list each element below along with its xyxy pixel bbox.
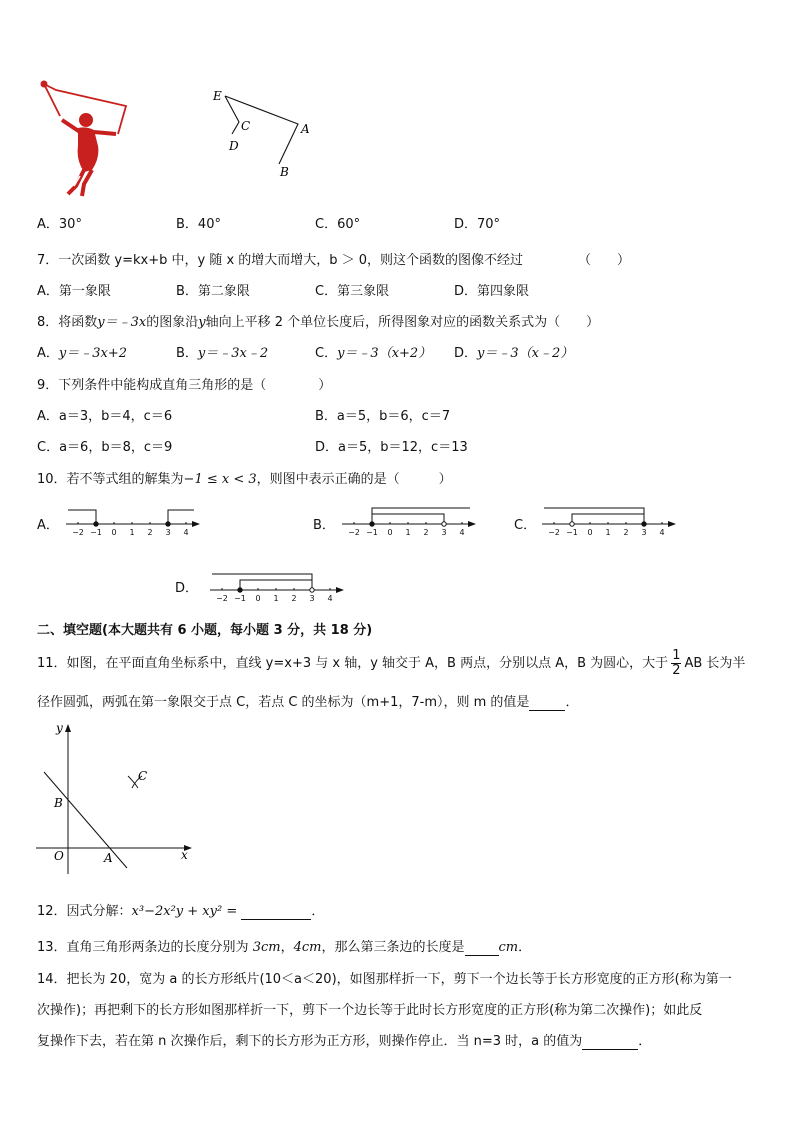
fraction-half: $\frac{1}{2}$ [672, 648, 681, 678]
label-D: D [229, 139, 239, 153]
label-B: B [280, 165, 289, 179]
axis-arrow [468, 521, 476, 527]
q7-option-b[interactable]: B．第二象限 [176, 284, 250, 299]
q9-stem: 9．下列条件中能构成直角三角形的是（ ） [37, 378, 332, 393]
tick-label: −1 [234, 594, 246, 603]
q13-stem: 13．直角三角形两条边的长度分别为 3cm，4cm，那么第三条边的长度是 cm． [37, 940, 532, 955]
q7-option-c[interactable]: C．第三象限 [315, 284, 390, 299]
q10-option-b-numberline[interactable] [340, 500, 480, 542]
point-c-label: C [138, 769, 148, 783]
tick-label: 0 [587, 528, 593, 537]
closed-dot [94, 522, 98, 526]
tick-label: 1 [405, 528, 411, 537]
axis-arrow [336, 587, 344, 593]
q10-option-d-numberline[interactable] [208, 566, 348, 608]
q8-option-a[interactable]: A．y＝﹣3x+2 [37, 346, 128, 361]
ray-left [212, 574, 312, 590]
tick-label: 2 [623, 528, 629, 537]
tick-label: 0 [111, 528, 117, 537]
q11-line2: 径作圆弧，两弧在第一象限交于点 C，若点 C 的坐标为（m+1，7-m），则 m 的值是 ． [37, 695, 579, 710]
tick-label: 2 [147, 528, 153, 537]
x-axis-label: x [181, 848, 188, 862]
q11-coordinate-figure [32, 718, 202, 876]
q13-answer-blank[interactable] [465, 940, 499, 956]
q11-line1: 11．如图，在平面直角坐标系中，直线 y=x+3 与 x 轴，y 轴交于 A，B 两点，分别以点 A，B 为圆心，大于 $\frac{1}{2}$ AB 长为半 [37, 648, 746, 678]
q6-option-d[interactable]: D．70° [454, 217, 501, 232]
q6-option-a[interactable]: A．30° [37, 217, 82, 232]
tick-label: 1 [605, 528, 611, 537]
y-axis-label: y [56, 721, 63, 735]
label-E: E [213, 89, 222, 103]
q14-line1: 14．把长为 20，宽为 a 的长方形纸片(10＜a＜20)，如图那样折一下，剪下一个边长等于长方形宽度的正方形(称为第一 [37, 972, 732, 987]
tick-label: −2 [72, 528, 84, 537]
tick-label: 0 [255, 594, 261, 603]
axis-arrow [668, 521, 676, 527]
point-a-label: A [104, 851, 113, 865]
open-dot [570, 522, 574, 526]
tick-label: −1 [366, 528, 378, 537]
axis-arrow [192, 521, 200, 527]
label-C: C [241, 119, 251, 133]
q10-option-c-label[interactable]: C． [514, 518, 537, 533]
q9-option-d[interactable]: D．a＝5，b＝12，c＝13 [315, 440, 468, 455]
q10-option-a-numberline[interactable] [64, 500, 204, 542]
q7-stem: 7．一次函数 y=kx+b 中，y 随 x 的增大而增大，b ＞ 0，则这个函数的图像不经过 [37, 253, 524, 268]
tick-label: 3 [441, 528, 447, 537]
q7-answer-paren: （ ） [578, 253, 631, 268]
q9-option-b[interactable]: B．a＝5，b＝6，c＝7 [315, 409, 451, 424]
q9-option-c[interactable]: C．a＝6，b＝8，c＝9 [37, 440, 173, 455]
q10-stem: 10．若不等式组的解集为−1 ≤ x < 3，则图中表示正确的是（ ） [37, 472, 452, 487]
q10-option-b-label[interactable]: B． [313, 518, 335, 533]
q6-option-c[interactable]: C．60° [315, 217, 361, 232]
ray-left [68, 510, 96, 524]
tick-label: −2 [548, 528, 560, 537]
q12-stem: 12．因式分解：x³−2x²y + xy² = ． [37, 904, 325, 919]
tick-label: −2 [216, 594, 228, 603]
closed-dot [642, 522, 646, 526]
tick-label: 4 [459, 528, 465, 537]
tick-label: 4 [327, 594, 333, 603]
open-dot [310, 588, 314, 592]
q11-answer-blank[interactable] [529, 695, 565, 711]
origin-label: O [54, 849, 64, 863]
q9-option-a[interactable]: A．a＝3，b＝4，c＝6 [37, 409, 173, 424]
q10-option-c-numberline[interactable] [540, 500, 680, 542]
angle-figure [205, 84, 315, 184]
q7-option-a[interactable]: A．第一象限 [37, 284, 111, 299]
tick-label: 3 [165, 528, 171, 537]
tick-label: 1 [273, 594, 279, 603]
q14-answer-blank[interactable] [582, 1034, 638, 1050]
ray-left [544, 508, 644, 524]
closed-dot [370, 522, 374, 526]
ray-right [168, 510, 194, 524]
tick-label: −1 [566, 528, 578, 537]
q6-option-b[interactable]: B．40° [176, 217, 221, 232]
point-b-label: B [54, 796, 63, 810]
q10-option-d-label[interactable]: D． [175, 581, 199, 596]
q8-option-d[interactable]: D．y＝﹣3（x﹣2） [454, 346, 574, 361]
q8-option-b[interactable]: B．y＝﹣3x﹣2 [176, 346, 269, 361]
q8-option-c[interactable]: C．y＝﹣3（x+2） [315, 346, 432, 361]
closed-dot [166, 522, 170, 526]
tick-label: 3 [309, 594, 315, 603]
q14-line2: 次操作)；再把剩下的长方形如图那样折一下，剪下一个边长等于此时长方形宽度的正方形(称为第二次操作)；如此反 [37, 1003, 703, 1018]
tick-label: 2 [291, 594, 297, 603]
tick-label: 1 [129, 528, 135, 537]
tick-label: 3 [641, 528, 647, 537]
ray-right [372, 508, 470, 524]
tick-label: 2 [423, 528, 429, 537]
q10-option-a-label[interactable]: A． [37, 518, 59, 533]
q14-line3: 复操作下去，若在第 n 次操作后，剩下的长方形为正方形，则操作停止．当 n=3 时，a 的值为 ． [37, 1034, 652, 1049]
tick-label: 4 [183, 528, 189, 537]
q8-stem: 8．将函数y＝﹣3x的图象沿y轴向上平移 2 个单位长度后，所得图象对应的函数关系式为（ ） [37, 315, 600, 330]
open-dot [442, 522, 446, 526]
label-A: A [301, 122, 310, 136]
closed-dot [238, 588, 242, 592]
tick-label: −1 [90, 528, 102, 537]
q12-answer-blank[interactable] [241, 904, 311, 920]
jump-rope-figure [32, 76, 132, 198]
q7-option-d[interactable]: D．第四象限 [454, 284, 530, 299]
tick-label: 0 [387, 528, 393, 537]
tick-label: 4 [659, 528, 665, 537]
section-title: 二、填空题(本大题共有 6 小题，每小题 3 分，共 18 分) [37, 623, 373, 638]
tick-label: −2 [348, 528, 360, 537]
